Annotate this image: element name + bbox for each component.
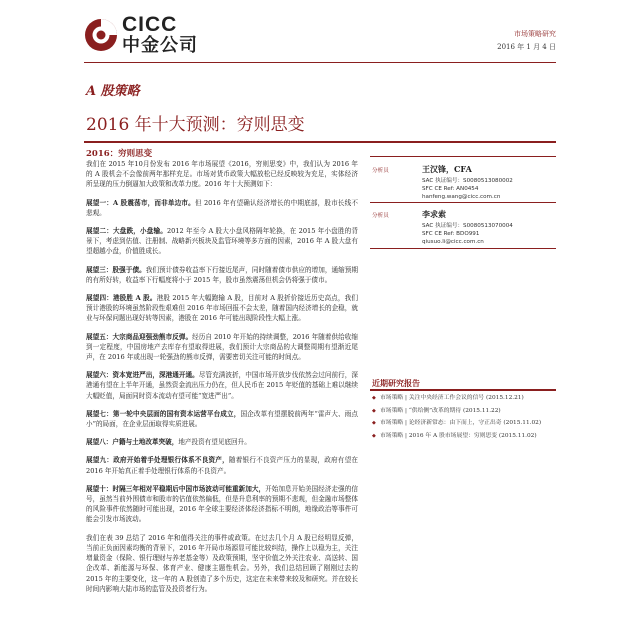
analyst-sac: SAC 执证编号：S0080513070004 bbox=[422, 223, 513, 229]
outro-paragraph: 我们在表 39 总结了 2016 年和值得关注的事件或政策。在过去几个月 A 股已经明显反弹，当前正负面因素均衡的背景下，2016 年开局市场源显可能比较纠结，操作上以稳为主，关注增量资金（保险、银行理财与养老基金等）及政策预期，坚守价值之外关注农业、高送转、国企改革、新能源与环保、体育产业、健康主题性机会。另外，我们总结回顾了刚刚过去的 2015 年的主要变化，这一年的 A 股创造了多个历史，这定在未来带来较及和研究。并在较长时间内影响大陆市场的监管及投资者行为。 bbox=[86, 533, 358, 593]
prediction-paragraph bbox=[86, 370, 358, 401]
prediction-text: 港股 2015 年大幅跑输 A 股，目前对 A 股折价接近历史高点，我们预计港股的环境虽然阶段性艰难但 2016 年市场回报不会太差，随着国内经济增长的企稳，就业与环保问题出现好转等因素，港股在 2016 年可能出现阶段性大幅上涨。 bbox=[86, 294, 358, 323]
prediction-title: 展望六：资本宽进严出，深港通开通。 bbox=[86, 371, 199, 380]
report-type: 市场策略研究 bbox=[514, 30, 556, 38]
report-body bbox=[86, 159, 358, 602]
analyst-name: 王汉锋，CFA bbox=[422, 164, 472, 174]
prediction-text: 国企改革有望摆脱前两年“雷声大、雨点小”的局面，在企业层面取得实质进展。 bbox=[86, 409, 359, 429]
recent-research-list bbox=[372, 394, 556, 444]
prediction-paragraph bbox=[86, 437, 358, 447]
prediction-title: 展望一：A 股震荡市，而非单边市。 bbox=[86, 198, 195, 207]
prediction-paragraph bbox=[86, 226, 358, 257]
prediction-paragraph bbox=[86, 484, 358, 525]
title-divider bbox=[84, 141, 556, 143]
prediction-title: 展望九：政府开始着手处理银行体系不良资产， bbox=[86, 456, 229, 465]
prediction-title: 展望七：第一轮中央层面的国有资本运营平台成立， bbox=[86, 409, 241, 418]
logo-english: CICC bbox=[122, 13, 178, 36]
prediction-text: 尽管充满波折，中国市场开放步伐依然会过问前行，深港通有望在上半年开通，虽然资金流出压力仍在，但人民币在 2015 年贬值的基础上难以继续大幅贬值，局面同时资本流动有望可能“宽进严出”。 bbox=[86, 371, 358, 400]
intro-heading: 2016：穷则思变 bbox=[86, 149, 153, 159]
intro-paragraph: 我们在 2015 年10月份发布 2016 年市场展望《2016，穷则思变》中，我们认为 2016 年的 A 股机会不会像前两年那样充足。市场对货币政策大幅放松已经反映较为充足，实体经济所呈现的压力倒逼加大政策和改革力度。2016 年十大预测如下： bbox=[86, 160, 358, 189]
analyst-sac: SAC 执证编号：S0080513080002 bbox=[422, 178, 513, 184]
cicc-emblem-icon bbox=[84, 18, 118, 52]
analyst-role: 分析员 bbox=[372, 213, 389, 219]
prediction-title: 展望十：时隔三年相对平稳期后中国市场波动可能重新加大， bbox=[86, 484, 266, 493]
prediction-paragraph bbox=[86, 293, 358, 324]
analyst-email[interactable]: qiusuo.li@cicc.com.cn bbox=[422, 239, 484, 245]
prediction-title: 展望三：股强于债。 bbox=[86, 265, 146, 274]
report-meta bbox=[497, 28, 556, 54]
analyst-role: 分析员 bbox=[372, 168, 389, 174]
prediction-paragraph bbox=[86, 455, 358, 475]
analyst-card bbox=[370, 158, 556, 202]
prediction-title: 展望五：大宗商品迎强劲熊市反弹。 bbox=[86, 332, 193, 341]
section-tag: A 股策略 bbox=[86, 84, 140, 99]
report-date: 2016 年 1 月 4 日 bbox=[497, 43, 556, 51]
prediction-text: 经历自 2010 年开始的持续调整，2016 年随着供给收缩到一定程度，中国房地产去库存有望取得进展，我们预计大宗商品的大调整周期有望渐近尾声，在 2016 年或出现一轮强劲的熊市反弹，需要密切关注可能的时间点。 bbox=[86, 332, 358, 362]
logo-chinese: 中金公司 bbox=[122, 35, 198, 56]
prediction-paragraph bbox=[86, 332, 358, 363]
analyst-top-divider bbox=[370, 156, 556, 157]
prediction-title: 展望八：户籍与土地改革突破， bbox=[86, 438, 179, 447]
recent-report-link[interactable]: ◆ 市场策略 | 2016 年 A 股市场展望：穷则思变 (2015.11.02) bbox=[372, 432, 556, 441]
document-title: 2016 年十大预测：穷则思变 bbox=[86, 115, 305, 135]
prediction-text: 我们预计债券收益率下行接近尾声，同时随着债市供应的增加，通缩预期的有所好转，收益率下行幅度将小于 2015 年，股市虽然震荡但机会仍将强于债市。 bbox=[86, 265, 359, 284]
analyst-info bbox=[422, 177, 513, 201]
header-divider bbox=[84, 62, 556, 63]
prediction-text: 2012 年至今 A 股大小盘风格隔年轮换，在 2015 年小盘胜的背景下，考虑到估值、注册制、战略新兴板块及监管环境等多方面的因素，2016 年 A 股大盘有望超越小盘，价值胜成长。 bbox=[86, 227, 359, 256]
prediction-title: 展望四：港股胜 A 股。 bbox=[86, 294, 157, 303]
analyst-email[interactable]: hanfeng.wang@cicc.com.cn bbox=[422, 194, 501, 200]
analyst-sfc: SFC CE Ref: AN0454 bbox=[422, 186, 479, 192]
prediction-text: 但 2016 年有望确认经济增长的中期底部，股市长线不悲观。 bbox=[86, 198, 358, 217]
prediction-text: 开始加息开始美国经济走强的信号，虽然当前外围债市和股市的估值依然偏低，但是升息利率的预期不悲观，但金融市场整体的风险事件依然随时可能出现，2016 年全球主要经济体经济指标不明朗，地缘政治等事件可能会引发市场波动。 bbox=[86, 484, 359, 524]
analyst-info bbox=[422, 222, 513, 246]
prediction-paragraph bbox=[86, 265, 358, 285]
analyst-name: 李求索 bbox=[422, 209, 446, 219]
recent-research-title: 近期研究报告 bbox=[372, 378, 420, 388]
recent-report-link[interactable]: ◆ 市场策略 | “供给侧”改革的期待 (2015.11.22) bbox=[372, 407, 556, 416]
prediction-paragraph bbox=[86, 409, 358, 429]
recent-report-link[interactable]: ◆ 市场策略 | 论经济新常态：由下而上，守正出奇 (2015.11.02) bbox=[372, 419, 556, 428]
recent-report-link[interactable]: ◆ 市场策略 | 关注中央经济工作会议的信号 (2015.12.21) bbox=[372, 394, 556, 403]
analyst-card bbox=[370, 203, 556, 247]
analyst-sfc: SFC CE Ref: BDO991 bbox=[422, 231, 480, 237]
recent-research-divider bbox=[370, 389, 556, 391]
prediction-paragraph bbox=[86, 198, 358, 218]
prediction-text: 随着银行不良资产压力的显现，政府有望在 2016 年开始真正着手处理银行体系的不良资产。 bbox=[86, 456, 359, 475]
prediction-text: 地产投资有望见底回升。 bbox=[178, 438, 251, 447]
analyst-bottom-divider bbox=[370, 248, 556, 249]
prediction-title: 展望二：大盘跌，小盘输。 bbox=[86, 227, 167, 236]
cicc-logo bbox=[84, 14, 198, 55]
